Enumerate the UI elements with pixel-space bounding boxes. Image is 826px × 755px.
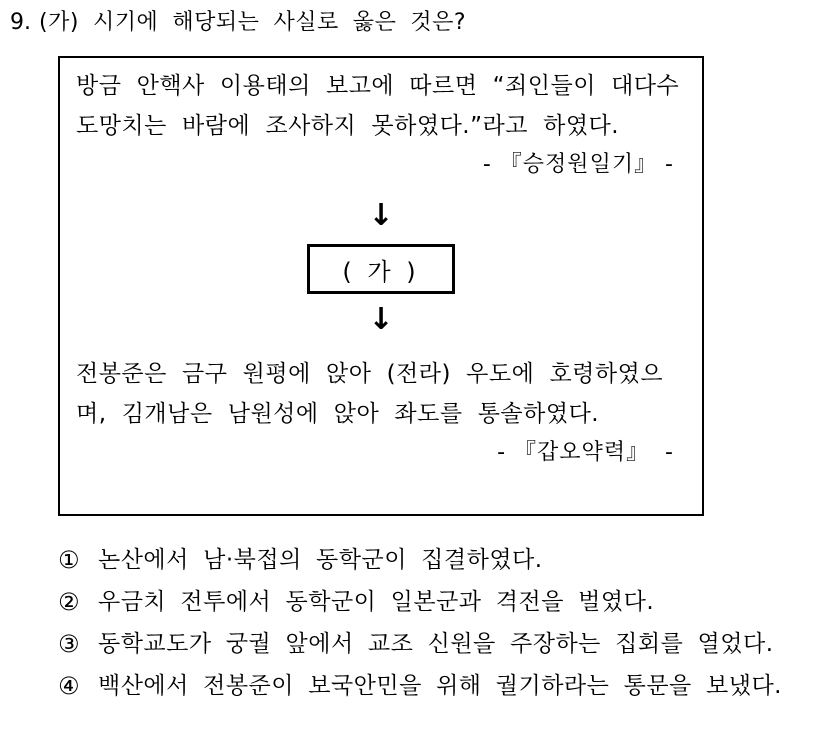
choice-3-marker[interactable]: ③ bbox=[58, 630, 80, 658]
answer-choice-1[interactable] bbox=[58, 540, 818, 580]
down-arrow-icon: ↓ bbox=[368, 302, 394, 337]
choice-4-text: 백산에서 전봉준이 보국안민을 위해 궐기하라는 통문을 보냈다. bbox=[98, 673, 782, 699]
source-citation-second: - 『갑오약력』 - bbox=[497, 440, 674, 465]
passage-first: 방금 안핵사 이용태의 보고에 따르면 “죄인들이 대다수 도망치는 바람에 조사하지 못하였다.”라고 하였다. bbox=[76, 73, 680, 139]
source-citation-first: - 『승정원일기』 - bbox=[482, 152, 674, 177]
stimulus-box bbox=[58, 56, 704, 516]
choice-2-text: 우금치 전투에서 동학군이 일본군과 격전을 벌였다. bbox=[98, 589, 655, 615]
down-arrow-icon: ↓ bbox=[368, 198, 394, 233]
answer-choice-4[interactable] bbox=[58, 666, 818, 706]
gap-box bbox=[307, 244, 455, 294]
choice-1-marker[interactable]: ① bbox=[58, 546, 80, 574]
question-stem bbox=[0, 0, 826, 38]
choice-1-text: 논산에서 남·북접의 동학군이 집결하였다. bbox=[98, 547, 543, 573]
answer-choices bbox=[58, 540, 818, 706]
passage-second: 전봉준은 금구 원평에 앉아 (전라) 우도에 호령하였으며, 김개남은 남원성에 앉아 좌도를 통솔하였다. bbox=[76, 361, 664, 427]
choice-2-marker[interactable]: ② bbox=[58, 588, 80, 616]
answer-choice-2[interactable] bbox=[58, 582, 818, 622]
gap-label: ( 가 ) bbox=[342, 257, 420, 286]
question-number: 9. bbox=[10, 10, 31, 35]
answer-choice-3[interactable] bbox=[58, 624, 818, 664]
choice-4-marker[interactable]: ④ bbox=[58, 672, 80, 700]
choice-3-text: 동학교도가 궁궐 앞에서 교조 신원을 주장하는 집회를 열었다. bbox=[98, 631, 774, 657]
question-text: (가) 시기에 해당되는 사실로 옳은 것은? bbox=[39, 10, 467, 35]
